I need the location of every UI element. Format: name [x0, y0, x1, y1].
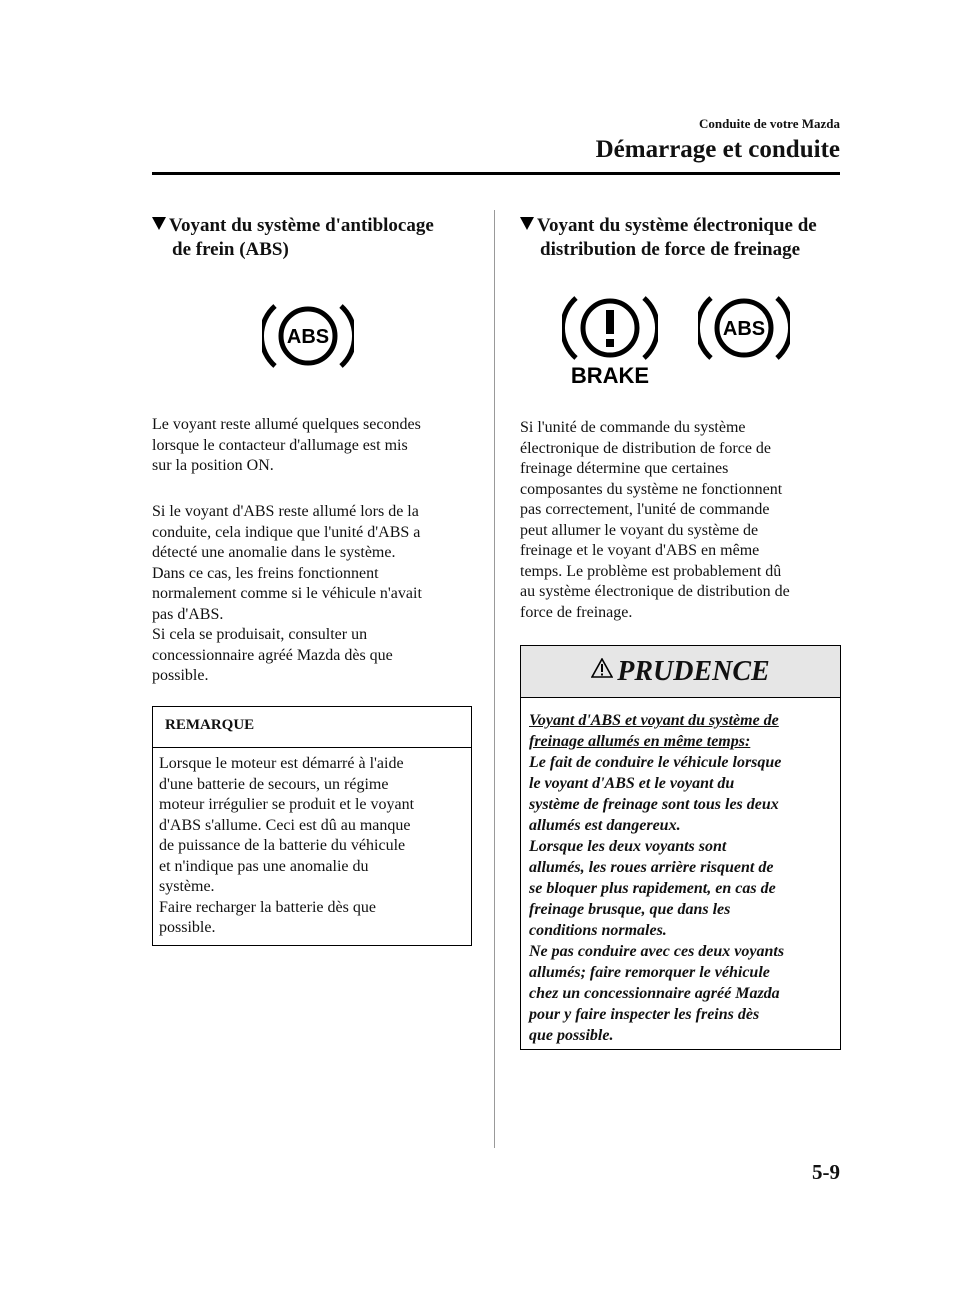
text-line: Le fait de conduire le véhicule lorsque — [529, 754, 782, 771]
text-line: détecté une anomalie dans le système. — [152, 544, 396, 561]
text-line: normalement comme si le véhicule n'avait — [152, 585, 422, 602]
text-line: de puissance de la batterie du véhicule — [159, 837, 406, 854]
note-box — [152, 706, 472, 946]
abs-heading — [152, 214, 482, 262]
header-rule — [152, 172, 840, 175]
note-title: REMARQUE — [165, 717, 255, 733]
caution-subtitle-line: Voyant d'ABS et voyant du système de — [529, 712, 779, 729]
ebd-heading-line2: distribution de force de freinage — [540, 239, 800, 260]
abs-warning-icon — [262, 300, 354, 372]
text-line: possible. — [159, 919, 216, 936]
text-line: Si cela se produisait, consulter un — [152, 626, 368, 643]
page-number: 5-9 — [812, 1160, 840, 1184]
text-line: pour y faire inspecter les freins dès — [529, 1006, 760, 1023]
abs-warning-icon-right — [698, 292, 790, 364]
text-line: se bloquer plus rapidement, en cas de — [529, 880, 776, 897]
abs-icon-label-right: ABS — [722, 318, 766, 340]
caution-body — [521, 698, 840, 1054]
abs-icon-label: ABS — [286, 326, 330, 348]
text-line: d'ABS s'allume. Ceci est dû au manque — [159, 816, 411, 834]
text-line: possible. — [152, 667, 209, 684]
text-line: allumés est dangereux. — [529, 817, 681, 834]
text-line: système de freinage sont tous les deux — [529, 796, 779, 813]
text-line: allumés, les roues arrière risquent de — [529, 859, 774, 876]
text-line: Faire recharger la batterie dès que — [159, 898, 376, 916]
text-line: pas d'ABS. — [152, 605, 224, 623]
caution-title: PRUDENCE — [617, 656, 770, 687]
text-line: Le voyant reste allumé quelques secondes — [152, 416, 421, 433]
text-line: et n'indique pas une anomalie du — [159, 857, 369, 875]
ebd-heading-line1: Voyant du système électronique de — [537, 215, 817, 236]
abs-paragraph-2 — [152, 502, 482, 687]
triangle-bullet-icon — [152, 217, 166, 230]
text-line: force de freinage. — [520, 603, 633, 621]
text-line: d'une batterie de secours, un régime — [159, 775, 389, 793]
caution-header — [521, 646, 840, 698]
brake-warning-icon — [562, 292, 658, 386]
ebd-paragraph — [520, 418, 850, 623]
column-divider — [494, 210, 495, 1148]
text-line: pas correctement, l'unité de commande — [520, 501, 770, 518]
triangle-bullet-icon — [520, 217, 534, 230]
text-line: freinage et le voyant d'ABS en même — [520, 542, 760, 559]
ebd-heading — [520, 214, 850, 262]
abs-heading-line1: Voyant du système d'antiblocage — [169, 215, 434, 236]
warning-triangle-icon — [591, 658, 613, 678]
text-line: Si l'unité de commande du système — [520, 419, 746, 436]
text-line: électronique de distribution de force de — [520, 439, 772, 457]
chapter-title: Conduite de votre Mazda — [699, 116, 840, 131]
text-line: allumés; faire remorquer le véhicule — [529, 964, 770, 981]
text-line: Lorsque les deux voyants sont — [529, 838, 727, 855]
note-body — [153, 748, 471, 947]
text-line: conditions normales. — [529, 922, 667, 939]
text-line: système. — [159, 878, 215, 895]
text-line: Si le voyant d'ABS reste allumé lors de la — [152, 503, 419, 520]
text-line: Ne pas conduire avec ces deux voyants — [529, 943, 785, 960]
text-line: lorsque le contacteur d'allumage est mis — [152, 436, 408, 454]
section-title: Démarrage et conduite — [595, 136, 840, 163]
text-line: au système électronique de distribution de — [520, 583, 790, 600]
text-line: moteur irrégulier se produit et le voyant — [159, 796, 415, 813]
text-line: que possible. — [529, 1027, 614, 1044]
text-line: chez un concessionnaire agréé Mazda — [529, 985, 780, 1002]
text-line: le voyant d'ABS et le voyant du — [529, 775, 735, 792]
text-line: freinage brusque, que dans les — [529, 901, 731, 918]
text-line: composantes du système ne fonctionnent — [520, 480, 783, 498]
abs-paragraph-1 — [152, 415, 482, 477]
text-line: sur la position ON. — [152, 457, 274, 474]
caution-subtitle-line: freinage allumés en même temps: — [529, 733, 751, 750]
text-line: freinage détermine que certaines — [520, 460, 729, 477]
text-line: concessionnaire agréé Mazda dès que — [152, 646, 393, 664]
abs-heading-line2: de frein (ABS) — [172, 239, 289, 260]
caution-box — [520, 645, 841, 1050]
text-line: conduite, cela indique que l'unité d'ABS a — [152, 523, 421, 541]
brake-icon-label: BRAKE — [570, 363, 650, 386]
text-line: Lorsque le moteur est démarré à l'aide — [159, 755, 404, 772]
text-line: peut allumer le voyant du système de — [520, 521, 759, 539]
text-line: Dans ce cas, les freins fonctionnent — [152, 564, 379, 582]
text-line: temps. Le problème est probablement dû — [520, 562, 782, 580]
